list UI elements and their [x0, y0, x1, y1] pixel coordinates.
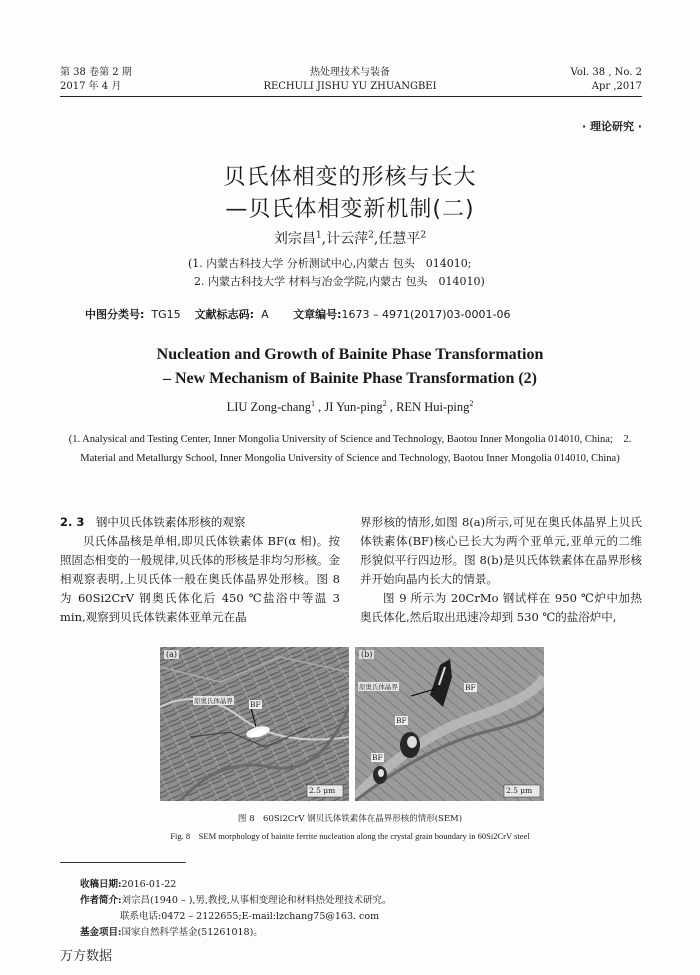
- author-bio-value: 刘宗昌(1940 – ),男,教授,从事相变理论和材料热处理技术研究。: [121, 895, 392, 906]
- title-cn-line1: 贝氏体相变的形核与长大: [223, 165, 477, 190]
- doc-code-label: 文献标志码:: [194, 308, 255, 321]
- figure-caption-en: Fig. 8 SEM morphology of bainite ferrite nucleation along the crystal grain boundary in 60Si2CrV steel: [170, 831, 530, 841]
- article-no-label: 文章编号:: [293, 308, 342, 321]
- panel-b-scale-bar: 2.5 μm: [506, 786, 533, 795]
- figure-panel-b: [355, 647, 544, 801]
- affiliation-cn-1: (1. 内蒙古科技大学 分析测试中心,内蒙古 包头 014010;: [188, 257, 472, 270]
- author-en-2-sup: 2: [382, 398, 387, 408]
- sem-image-a: [160, 647, 349, 801]
- author-cn-1: 刘宗昌: [273, 231, 316, 247]
- panel-b-bf-label-3: BF: [372, 753, 383, 762]
- affiliation-en: (1. Analysical and Testing Center, Inner Mongolia University of Science and Technology, Baotou Inner Mongolia 014010, China; 2. Material and Metallurgy School, Inner Mongolia University of Science and Technology, Baotou Inner Mongolia 014010, China): [68, 434, 632, 464]
- author-en-3: , REN Hui-ping: [386, 400, 470, 414]
- section-number: 2. 3: [60, 515, 85, 529]
- section-title: 钢中贝氏体铁素体形核的观察: [95, 515, 246, 529]
- panel-b-label: (b): [361, 650, 373, 659]
- author-en-1: LIU Zong-chang: [226, 400, 311, 414]
- author-en-3-sup: 2: [469, 398, 474, 408]
- header-rule: [60, 96, 642, 97]
- header-volume: 第 38 卷第 2 期: [60, 67, 132, 78]
- author-en-2: , JI Yun-ping: [315, 400, 383, 414]
- header-journal-cn: 热处理技术与装备: [310, 67, 390, 78]
- body-left-column: [60, 513, 340, 627]
- panel-a-label: (a): [166, 650, 178, 659]
- author-cn-3-sup: 2: [420, 230, 427, 241]
- clc-value: TG15: [151, 308, 181, 321]
- meta-row: [85, 306, 510, 322]
- author-cn-2: ,计云萍: [321, 231, 369, 247]
- footnote-fund: [80, 926, 263, 940]
- doc-code-value: A: [261, 308, 269, 321]
- figure-caption-cn: 图 8 60Si2CrV 钢贝氏体铁素体在晶界形核的情形(SEM): [237, 814, 463, 824]
- author-cn-2-sup: 2: [368, 230, 374, 241]
- fund-value: 国家自然科学基金(51261018)。: [121, 927, 263, 938]
- header-vol-en: Vol. 38 , No. 2: [570, 67, 642, 78]
- panel-a-scale-bar: 2.5 μm: [309, 786, 336, 795]
- header-journal-en: RECHULI JISHU YU ZHUANGBEI: [263, 81, 437, 92]
- body-right-column: [360, 513, 642, 627]
- footnote-author: [80, 894, 391, 908]
- figure-panel-a: [160, 647, 349, 801]
- affiliation-cn-2: 2. 内蒙古科技大学 材料与冶金学院,内蒙古 包头 014010): [194, 275, 485, 288]
- title-cn-line2: —贝氏体相变新机制(二): [225, 197, 475, 222]
- watermark: 万方数据: [60, 949, 113, 964]
- section-heading: [60, 513, 340, 532]
- body-left-paragraph: 贝氏体晶核是单相,即贝氏体铁素体 BF(α 相)。按照固态相变的一般规律,贝氏体的形核是非均匀形核。金相观察表明,上贝氏体一般在奥氏体晶界处形核。图 8 为 60Si2CrV 钢奥氏体化后 450 ℃盐浴中等温 3 min,观察到贝氏体铁素体亚单元在晶: [60, 534, 340, 624]
- authors-en: [0, 400, 700, 415]
- footnote-rule: [60, 862, 186, 863]
- clc-label: 中图分类号:: [85, 308, 145, 321]
- header-center: [210, 66, 490, 94]
- body-right-paragraph-1: 界形核的情形,如图 8(a)所示,可见在奥氏体晶界上贝氏体铁素体(BF)核心已长大为两个亚单元,亚单元的二维形貌似平行四边形。图 8(b)是贝氏体铁素体在晶界形核并开始向晶内长大的情景。: [360, 515, 642, 586]
- received-label: 收稿日期:: [80, 879, 122, 890]
- article-no-value: 1673 – 4971(2017)03-0001-06: [341, 308, 511, 321]
- section-tag: · 理论研究 ·: [581, 120, 642, 133]
- header-date-cn: 2017 年 4 月: [60, 81, 122, 92]
- author-cn-3: ,任慧平: [373, 231, 421, 247]
- panel-b-bf-label-1: BF: [465, 683, 476, 692]
- received-value: 2016-01-22: [121, 879, 177, 890]
- author-cn-1-sup: 1: [315, 230, 322, 241]
- figure-8: [160, 647, 544, 801]
- footnote-contact: 联系电话:0472 – 2122655;E-mail:lzchang75@163. com: [120, 911, 380, 922]
- header-date-en: Apr ,2017: [591, 81, 642, 92]
- header-right: [571, 66, 642, 94]
- panel-a-grain-boundary-label: 原奥氏体晶界: [194, 697, 233, 705]
- title-en-line2: – New Mechanism of Bainite Phase Transformation (2): [162, 370, 538, 387]
- author-en-1-sup: 1: [310, 398, 316, 408]
- fund-label: 基金项目:: [80, 927, 122, 938]
- author-bio-label: 作者简介:: [80, 895, 122, 906]
- authors-cn: [0, 228, 700, 248]
- panel-b-grain-boundary-label: 原奥氏体晶界: [359, 683, 398, 691]
- title-en-line1: Nucleation and Growth of Bainite Phase Transformation: [156, 346, 544, 363]
- panel-b-bf-label-2: BF: [396, 716, 407, 725]
- header-left: [60, 66, 132, 94]
- body-right-paragraph-2: 图 9 所示为 20CrMo 钢试样在 950 ℃炉中加热奥氏体化,然后取出迅速冷却到 530 ℃的盐浴炉中,: [360, 591, 642, 624]
- panel-a-bf-label: BF: [250, 700, 261, 709]
- footnote-received: [80, 878, 176, 892]
- sem-image-b: [355, 647, 544, 801]
